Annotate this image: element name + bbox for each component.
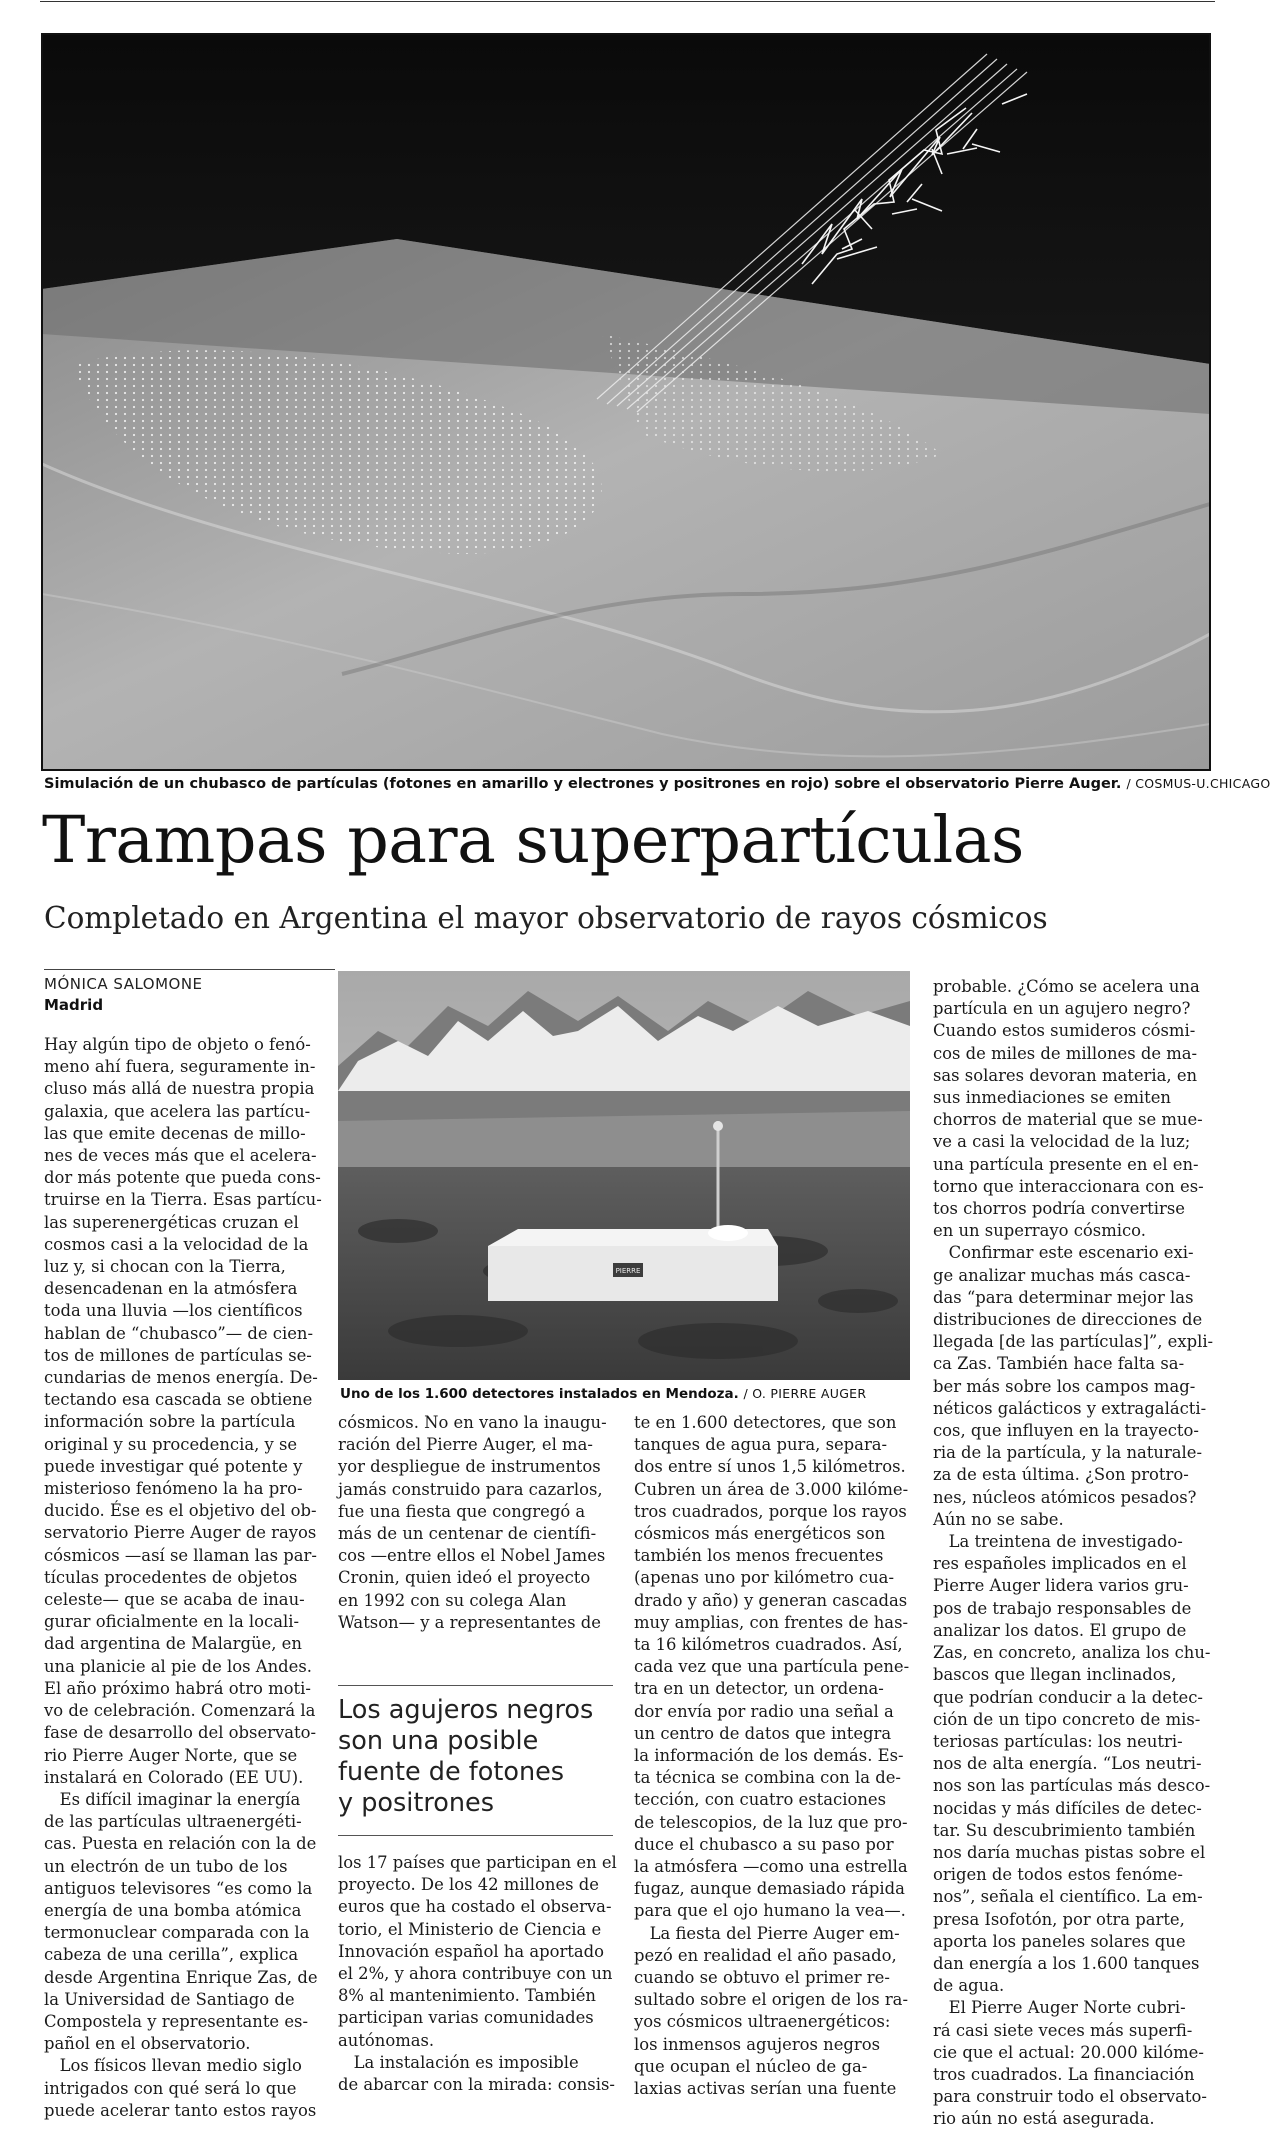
detector-tank-photo [338,971,910,1380]
byline-rule [44,969,335,970]
byline-author: MÓNICA SALOMONE [44,975,203,993]
inset-photo-credit: / O. PIERRE AUGER [743,1386,867,1401]
article-column-3: te en 1.600 detectores, que son tanques de agua pura, separa- dos entre sí unos 1,5 kilómetros. Cubren un área de 3.000 kilóme- tros cuadrados, porque los rayos cósmicos más energéticos son también los menos frecuentes (apenas uno por kilómetro cua- drado y año) y generan cascadas muy amplias, con frentes de has- ta 16 kilómetros cuadrados. Así, cada vez que una partícula pene- tra en un detector, un ordena- dor envía por radio una señal a un centro de datos que integra la información de los demás. Es- ta técnica se combina con la de- tección, con cuatro estaciones de telescopios, de la luz que pro- duce el chubasco a su paso por la atmósfera —como una estrella fugaz, aunque demasiado rápida para que el ojo humano la vea—. La fiesta del Pierre Auger em- pezó en realidad el año pasado, cuando se obtuvo el primer re- sultado sobre el origen de los ra- yos cósmicos ultraenergéticos: los inmensos agujeros negros que ocupan el núcleo de ga- laxias activas serían una fuente [634,1413,910,2099]
pull-quote-top-rule [338,1685,613,1686]
lead-caption-text: Simulación de un chubasco de partículas (fotones en amarillo y electrones y positrones en rojo) sobre el observatorio Pierre Auger. [44,776,1122,792]
pull-quote-bottom-rule [338,1835,613,1836]
article-column-4: probable. ¿Cómo se acelera una partícula en un agujero negro? Cuando estos sumideros cósmi- cos de miles de millones de ma- sas solares devoran materia, en sus inmediaciones se emiten chorros de material que se mue- ve a casi la velocidad de la luz; una partícula presente en el en- torno que interaccionara con es- tos chorros podría convertirse en un superrayo cósmico. Confirmar este escenario exi- ge analizar muchas más casca- das “para determinar mejor las distribuciones de direcciones de llegada [de las partículas]”, expli- ca Zas. También hace falta sa- ber más sobre los campos mag- néticos galácticos y extragalácti- cos, que influyen en la trayecto- ria de la partícula, y la naturale- za de esta última. ¿Son protro- nes, núcleos atómicos pesados? Aún no se sabe. La treintena de investigado- res españoles implicados en el Pierre Auger lidera varios gru- pos de trabajo responsables de analizar los datos. El grupo de Zas, en concreto, analiza los chu- bascos que llegan inclinados, que podrían conducir a la detec- ción de un tipo concreto de mis- teriosas partículas: los neutri- nos de alta energía. “Los neutri- nos son las partículas más desco- nocidas y más difíciles de detec- tar. Su descubrimiento también nos daría muchas pistas sobre el origen de todos estos fenóme- nos”, señala el científico. La em- presa Isofotón, por otra parte, aporta los paneles solares que dan energía a los 1.600 tanques de agua. El Pierre Auger Norte cubri- rá casi siete veces más superfi- cie que el actual: 20.000 kilóme- tros cuadrados. La financiación para construir todo el observato- rio aún no está asegurada. [933,977,1214,2129]
inset-photo-caption [340,1386,866,1402]
inset-caption-text: Uno de los 1.600 detectores instalados en Mendoza. [340,1386,739,1402]
headline: Trampas para superpartículas [42,803,1024,878]
article-column-2-bottom: los 17 países que participan en el proyecto. De los 42 millones de euros que ha costado el observa- torio, el Ministerio de Ciencia e Innovación español ha aportado el 2%, y ahora contribuye con un 8% al mantenimiento. También participan varias comunidades autónomas. La instalación es imposible de abarcar con la mirada: consis- [338,1853,617,2095]
top-rule [40,1,1215,2]
pull-quote: Los agujeros negros son una posible fuente de fotones y positrones [338,1695,594,1818]
article-column-2-top: cósmicos. No en vano la inaugu- ración del Pierre Auger, el ma- yor despliegue de instrumentos jamás construido para cazarlos, fue una fiesta que congregó a más de un centenar de científi- cos —entre ellos el Nobel James Cronin, quien ideó el proyecto en 1992 con su colega Alan Watson— y a representantes de [338,1413,607,1632]
article-column-1: Hay algún tipo de objeto o fenó- meno ahí fuera, seguramente in- cluso más allá de nuestra propia galaxia, que acelera las partícu- las que emite decenas de millo- nes de veces más que el acelera- dor más potente que pueda cons- truirse en la Tierra. Esas partícu- las superenergéticas cruzan el cosmos casi a la velocidad de la luz y, si chocan con la Tierra, desencadenan en la atmósfera toda una lluvia —los científicos hablan de “chubasco”— de cien- tos de millones de partículas se- cundarias de menos energía. De- tectando esa cascada se obtiene información sobre la partícula original y su procedencia, y se puede investigar qué potente y misterioso fenómeno la ha pro- ducido. Ése es el objetivo del ob- servatorio Pierre Auger de rayos cósmicos —así se llaman las par- tículas procedentes de objetos celeste— que se acaba de inau- gurar oficialmente en la locali- dad argentina de Malargüe, en una planicie al pie de los Andes. El año próximo habrá otro moti- vo de celebración. Comenzará la fase de desarrollo del observato- rio Pierre Auger Norte, que se instalará en Colorado (EE UU). Es difícil imaginar la energía de las partículas ultraenergéti- cas. Puesta en relación con la de un electrón de un tubo de los antiguos televisores “es como la energía de una bomba atómica termonuclear comparada con la cabeza de una cerilla”, explica desde Argentina Enrique Zas, de la Universidad de Santiago de Compostela y representante es- pañol en el observatorio. Los físicos llevan medio siglo intrigados con qué será lo que puede acelerar tanto estos rayos [44,1035,322,2120]
inset-photo [338,971,910,1380]
particle-shower-illustration [42,34,1210,770]
byline-dateline: Madrid [44,996,104,1014]
lead-photo-caption [44,776,1270,792]
tank-sign-text: PIERRE [615,1267,641,1275]
subheadline: Completado en Argentina el mayor observatorio de rayos cósmicos [44,901,1048,935]
lead-photo-credit: / COSMUS-U.CHICAGO [1126,776,1270,791]
lead-photo [42,34,1210,770]
